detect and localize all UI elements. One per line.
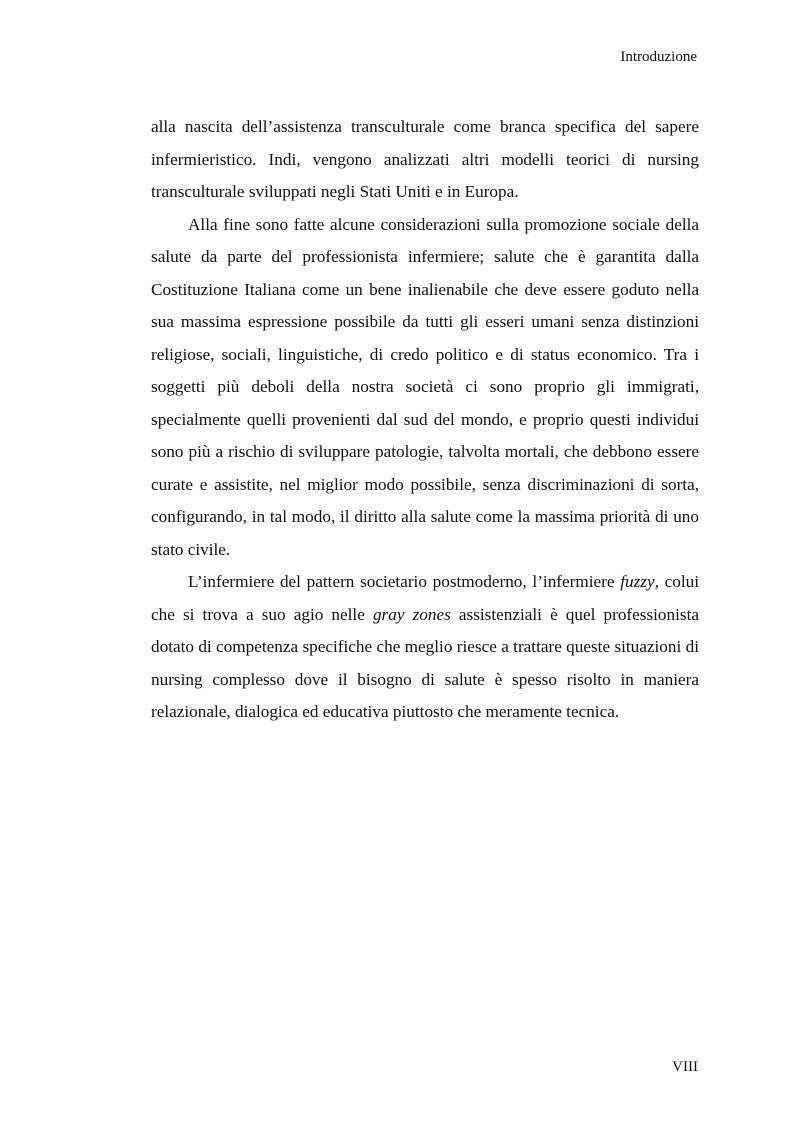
paragraph-1: alla nascita dell’assistenza transculturale come branca specifica del sapere infermieristico. Indi, vengono analizzati altri modelli teorici di nursing transculturale sviluppati negli Stati Uniti e in Europa.: [151, 117, 699, 201]
term-fuzzy: fuzzy: [620, 572, 655, 591]
paragraph-3-text-3: assistenziali è quel professionista dotato di competenza specifiche che meglio riesce a trattare queste situazioni di nursing complesso dove il bisogno di salute è spesso risolto in maniera relazionale, dialogica ed educativa piuttosto che meramente tecnica.: [151, 604, 699, 721]
paragraph-3-text-2: , colui che si trova a suo agio nelle: [151, 572, 700, 624]
body-text: [151, 111, 699, 729]
paragraph-3: [151, 566, 699, 729]
page-number: VIII: [672, 1059, 698, 1075]
paragraph-3-text-1: L’infermiere del pattern societario postmoderno, l’infermiere: [188, 572, 621, 591]
term-gray-zones: gray zones: [372, 604, 451, 624]
paragraph-2: Alla fine sono fatte alcune considerazioni sulla promozione sociale della salute da parte del professionista infermiere; salute che è garantita dalla Costituzione Italiana come un bene inalienabile che deve essere goduto nella sua massima espressione possibile da tutti gli esseri umani senza distinzioni religiose, sociali, linguistiche, di credo politico e di status economico. Tra i soggetti più deboli della nostra società ci sono proprio gli immigrati, specialmente quelli provenienti dal sud del mondo, e proprio questi individui sono più a rischio di sviluppare patologie, talvolta mortali, che debbono essere curate e assistite, nel miglior modo possibile, senza discriminazioni di sorta, configurando, in tal modo, il diritto alla salute come la massima priorità di uno stato civile.: [151, 214, 699, 559]
running-header: Introduzione: [620, 49, 697, 65]
